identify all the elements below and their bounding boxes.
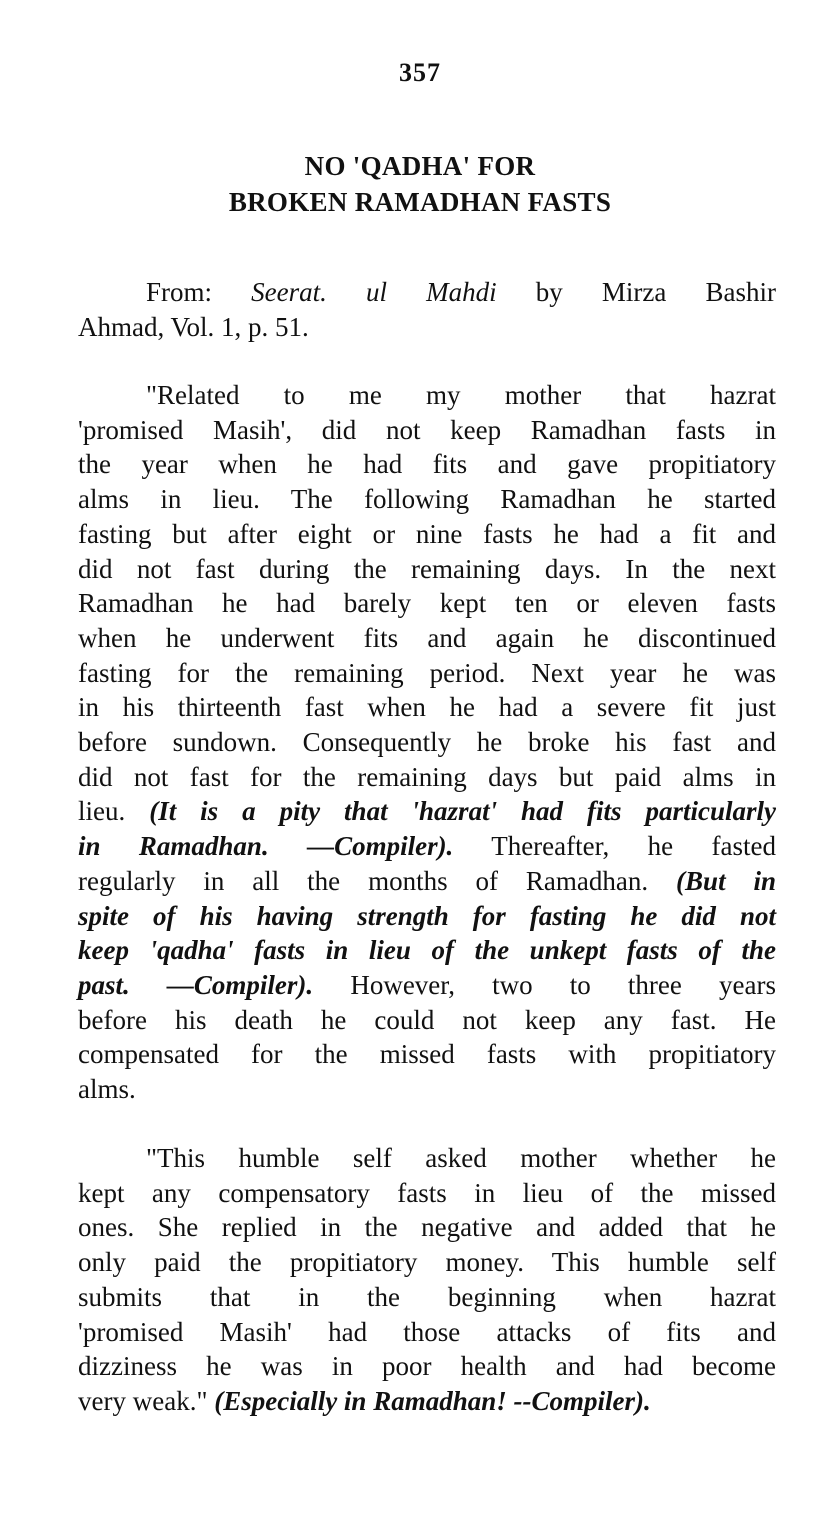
paragraph-2: [78, 1141, 776, 1419]
p2-line: kept any compensatory fasts in lieu of the missed: [78, 1177, 776, 1208]
p2-line-1-text: "This humble self asked mother whether he: [146, 1143, 776, 1173]
source-work: Seerat. ul Mahdi: [251, 277, 497, 307]
p1-line: did not fast for the remaining days but paid alms in: [78, 761, 776, 792]
p1-line-18-plain: However, two to three years: [313, 969, 776, 1000]
p1-line: alms.: [78, 1074, 136, 1105]
p2-line: only paid the propitiatory money. This humble self: [78, 1247, 776, 1278]
p2-line: [78, 1141, 776, 1176]
p1-line-13-plain: lieu.: [78, 796, 150, 827]
p1-line: [78, 794, 776, 829]
compiler-note: in Ramadhan. —Compiler).: [78, 831, 454, 862]
compiler-note: (Especially in Ramadhan! --Compiler).: [214, 1385, 651, 1416]
p1-line: Ramadhan he had barely kept ten or eleven fasts: [78, 588, 776, 619]
source-prefix: From:: [146, 277, 252, 307]
page-number: 357: [399, 58, 441, 87]
p1-line: fasting but after eight or nine fasts he had a fit and: [78, 518, 776, 549]
title-line-1: NO 'QADHA' FOR: [304, 151, 536, 181]
p1-line: before sundown. Consequently he broke his fast and: [78, 727, 776, 758]
p1-line: did not fast during the remaining days. In the next: [78, 553, 776, 584]
p1-line-14-plain: Thereafter, he fasted: [453, 831, 776, 862]
p2-line: 'promised Masih' had those attacks of fits and: [78, 1316, 776, 1347]
p1-line: [78, 968, 776, 1003]
p1-line: [78, 829, 776, 864]
paragraph-1: [78, 378, 776, 1107]
p1-line: before his death he could not keep any fast. He: [78, 1004, 776, 1035]
page-title: [0, 148, 840, 220]
p1-line-1-text: "Related to me my mother that hazrat: [146, 380, 776, 410]
p2-line-8-plain: very weak.": [78, 1385, 215, 1416]
p1-line: the year when he had fits and gave propitiatory: [78, 449, 776, 480]
source-suffix: by Mirza Bashir: [496, 277, 776, 307]
p1-line: [78, 378, 776, 413]
p2-line: submits that in the beginning when hazrat: [78, 1281, 776, 1312]
compiler-note: (It is a pity that 'hazrat' had fits particularly: [149, 796, 776, 827]
p1-line: alms in lieu. The following Ramadhan he started: [78, 484, 776, 515]
title-line-2: BROKEN RAMADHAN FASTS: [228, 187, 612, 217]
p1-line: spite of his having strength for fasting he did not: [78, 900, 776, 931]
p2-line: [78, 1384, 776, 1419]
p1-line-15-plain: regularly in all the months of Ramadhan.: [78, 865, 677, 896]
compiler-note: past. —Compiler).: [78, 969, 314, 1000]
p1-line: in his thirteenth fast when he had a severe fit just: [78, 692, 776, 723]
p1-line: 'promised Masih', did not keep Ramadhan fasts in: [78, 414, 776, 445]
p1-line: compensated for the missed fasts with propitiatory: [78, 1039, 776, 1070]
source-line-1: [78, 275, 776, 310]
source-citation: [78, 275, 776, 344]
p2-line: ones. She replied in the negative and added that he: [78, 1212, 776, 1243]
p1-line: keep 'qadha' fasts in lieu of the unkept fasts of the: [78, 935, 776, 966]
p1-line: when he underwent fits and again he discontinued: [78, 622, 776, 653]
source-line-2: Ahmad, Vol. 1, p. 51.: [78, 311, 309, 342]
compiler-note: (But in: [676, 865, 776, 896]
p1-line: [78, 864, 776, 899]
p2-line: dizziness he was in poor health and had become: [78, 1351, 776, 1382]
p1-line: fasting for the remaining period. Next year he was: [78, 657, 776, 688]
